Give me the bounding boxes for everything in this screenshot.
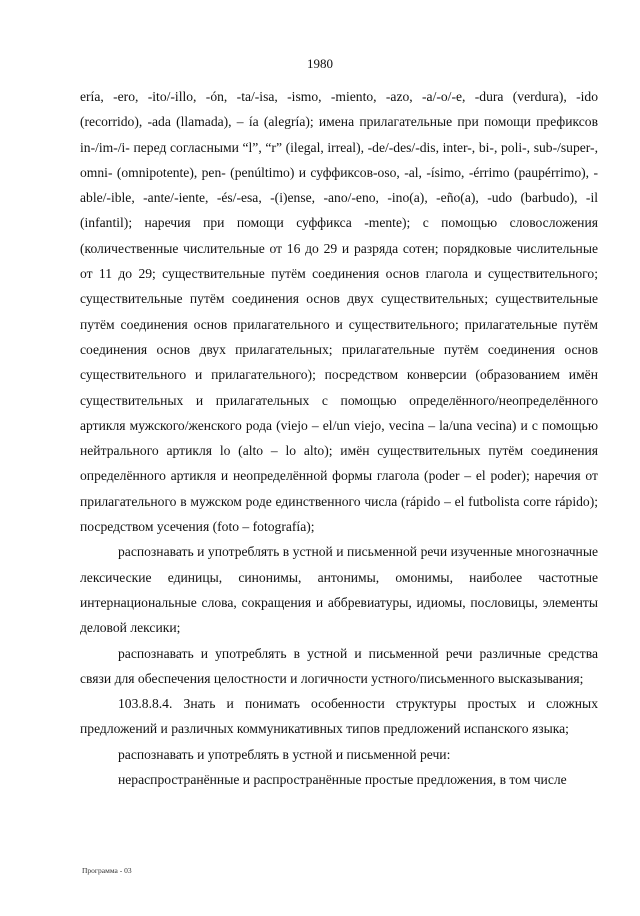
paragraph: распознавать и употреблять в устной и письменной речи: <box>118 746 451 762</box>
document-body <box>80 84 598 792</box>
footer-note: Программа - 03 <box>82 866 132 875</box>
paragraph: распознавать и употреблять в устной и письменной речи различные средства связи для обеспечения целостности и логичности устного/письменного высказывания; <box>80 645 598 686</box>
page-number: 1980 <box>307 56 333 71</box>
paragraph: нераспространённые и распространённые простые предложения, в том числе <box>118 772 567 788</box>
paragraph: 103.8.8.4. Знать и понимать особенности структуры простых и сложных предложений и различных коммуникативных типов предложений испанского языка; <box>80 696 598 737</box>
paragraph: распознавать и употреблять в устной и письменной речи изученные многозначные лексические единицы, синонимы, антонимы, омонимы, наиболее частотные интернациональные слова, сокращения и аббревиатуры, идиомы, пословицы, элементы деловой лексики; <box>80 544 598 636</box>
paragraph: ería, -ero, -ito/-illo, -ón, -ta/-isa, -ismo, -miento, -azo, -a/-o/-e, -dura (verdura), -ido (recorrido), -ada (llamada), – ía (alegría); имена прилагательные при помощи префиксов in-/im-/i- перед согласными “l”, “r” (ilegal, irreal), -de/-des/-dis, inter-, bi-, poli-, sub-/super-, omni- (omnipotente), pen- (penúltimo) и суффиксов-oso, -al, -ísimo, -érrimo (paupérrimo), -able/-ible, -ante/-iente, -és/-esa, -(i)ense, -ano/-eno, -ino(a), -eño(a), -udo (barbudo), -il (infantil); наречия при помощи суффикса -mente); с помощью словосложения (количественные числительные от 16 до 29 и разряда сотен; порядковые числительные от 11 до 29; существительные путём соединения основ глагола и существительного; существительные путём соединения основ двух существительных; существительные путём соединения основ прилагательного и существительного; прилагательные путём соединения основ двух прилагательных; прилагательные путём соединения основ существительного и прилагательного); посредством конверсии (образованием имён существительных и прилагательных с помощью определённого/неопределённого артикля мужского/женского рода (viejo – el/un viejo, vecina – la/una vecina) и с помощью нейтрального артикля lo (alto – lo alto); имён существительных путём соединения определённого артикля и неопределённой формы глагола (poder – el poder); наречия от прилагательного в мужском роде единственного числа (rápido – el futbolista corre rápido); посредством усечения (foto – fotografía); <box>80 89 598 535</box>
